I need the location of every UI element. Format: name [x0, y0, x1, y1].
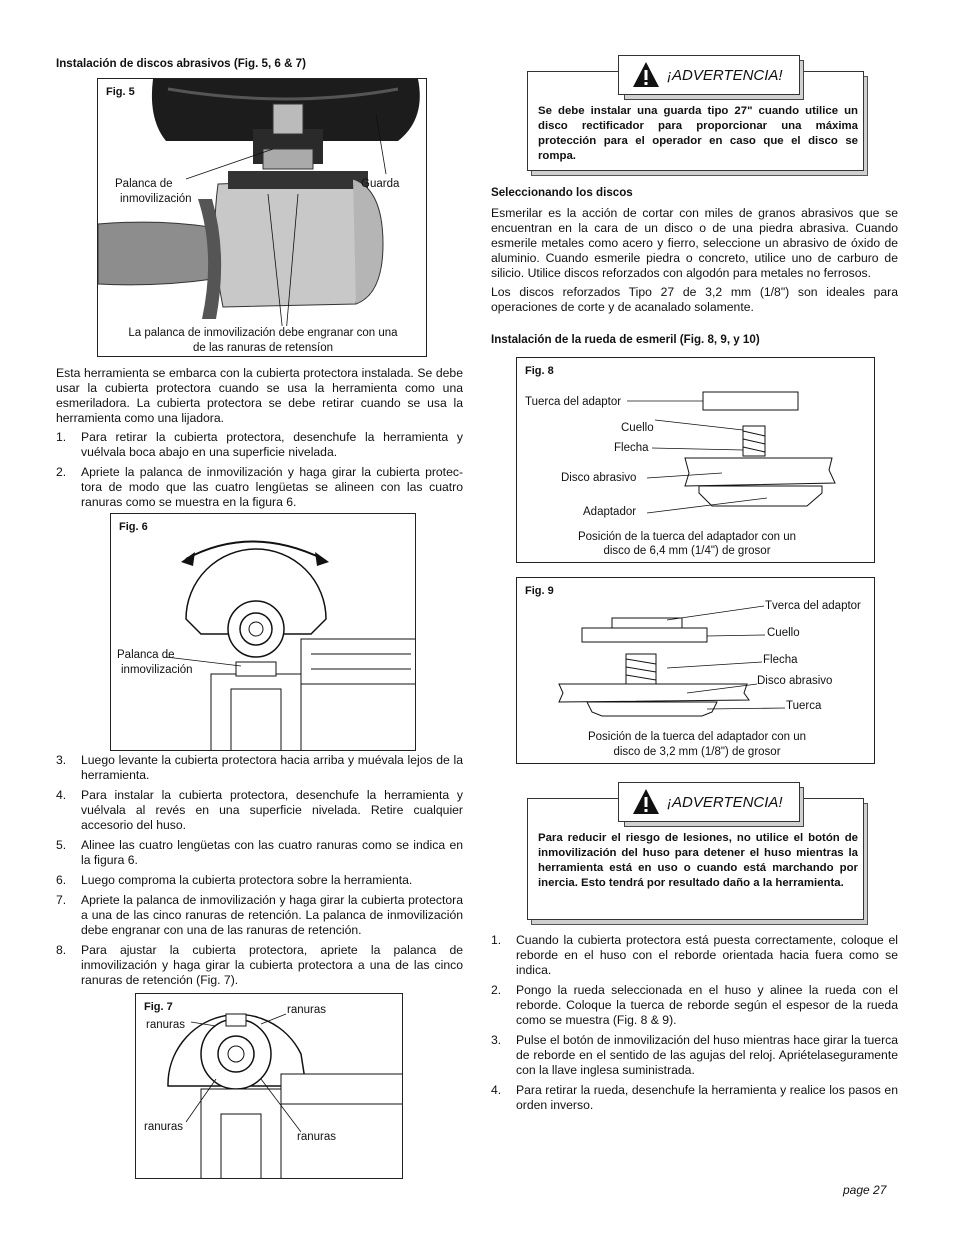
warning-2-title: ¡ADVERTENCIA! [667, 793, 783, 811]
fig8-label-adapter: Adaptador [583, 506, 637, 518]
warning-2-title-tab [618, 782, 800, 822]
intro-paragraph: Esta herramienta se embarca con la cubierta protectora instalada. Se debe usar la cubierta protectora cuando se usa la herramienta como una esmeriladora. La cubierta protectora se debe retirar cuando se usa la herramienta como una lijadora. [56, 366, 463, 425]
figure-6-label: Fig. 6 [119, 521, 148, 533]
figure-7 [135, 993, 403, 1179]
fig9-label-collar: Cuello [767, 627, 800, 639]
steps-list-right [491, 933, 898, 1118]
fig8-label-arrow: Flecha [614, 442, 649, 454]
select-paragraph-1: Esmerilar es la acción de cortar con miles de granos abrasivos que se encuentran en la cara de un disco o de una piedra abrasiva. Cuando esmerile metales como acero y fierro, seleccione un abrasivo de óxido de aluminio. Cuando esmerile piedra o concreto, utilice uno de carburo de silicio. Utilice discos reforzados con algodón para metales no ferrosos. [491, 206, 898, 280]
fig7-callout-ranuras-top-right: ranuras [287, 1004, 326, 1016]
figure-9 [516, 577, 875, 764]
steps-list-a [56, 430, 463, 515]
list-item: 5. Alinee las cuatro lengüetas con las cuatro ranuras como se indica en la figura 6. [56, 838, 463, 867]
warning-2-text: Para reducir el riesgo de lesiones, no utilice el botón de inmovilización del huso para detener el huso mientras la herramienta está en uso o cuando está marchando por inercia. Esto tendrá por resultado daño a la herramienta. [538, 832, 858, 889]
fig7-callout-ranuras-bottom-left: ranuras [144, 1121, 183, 1133]
warning-1-text: Se debe instalar una guarda tipo 27" cuando utilice un disco rectificador para proporcionar una máxima protección para el operador en caso que el disco se rompa. [538, 105, 858, 162]
fig9-label-tuerca: Tuerca [786, 700, 822, 712]
grinder-guard-illustration [98, 79, 427, 357]
fig8-label-nut: Tuerca del adaptor [525, 396, 622, 408]
fig9-label-arrow: Flecha [763, 654, 798, 666]
section-heading-select-discs: Seleccionando los discos [491, 186, 633, 199]
figure-5-label: Fig. 5 [106, 86, 135, 98]
list-item: 4. Para retirar la rueda, desenchufe la herramienta y realice los pasos en orden inverso. [491, 1083, 898, 1112]
list-item: 3. Luego levante la cubierta protectora hacia arriba y muévala lejos de la herramienta. [56, 753, 463, 782]
warning-triangle-icon [631, 60, 661, 90]
figure-8 [516, 357, 875, 563]
list-item: 2. Pongo la rueda seleccionada en el huso y alinee la rueda con el reborde. Coloque la tuerca de reborde según el espesor de la rueda como se muestra (Fig. 8 & 9). [491, 983, 898, 1027]
list-item: 1. Cuando la cubierta protectora está puesta correctamente, coloque el reborde en el huso con el reborde orientada hacia fuera como se indica. [491, 933, 898, 977]
guard-rotation-illustration [111, 514, 416, 751]
fig9-caption-line1: Posición de la tuerca del adaptador con un [587, 731, 806, 743]
figure-7-label: Fig. 7 [144, 1001, 173, 1013]
warning-1-title-tab [618, 55, 800, 95]
list-item: 4. Para instalar la cubierta protectora, desenchufe la herramienta y vuélvala al revés en una superficie nivelada. Retire cualquier accesorio del huso. [56, 788, 463, 832]
fig8-label-disc: Disco abrasivo [561, 472, 637, 484]
fig5-callout-guard: Guarda [361, 178, 400, 190]
figure-9-label: Fig. 9 [525, 585, 554, 597]
section-heading-install-discs: Instalación de discos abrasivos (Fig. 5, 6 & 7) [56, 57, 306, 70]
list-item: 6. Luego comproma la cubierta protectora sobre la herramienta. [56, 873, 413, 887]
list-item: 8. Para ajustar la cubierta protectora, apriete la palanca de inmovilización y haga girar la cubierta protectora a una de las cinco ranuras de retención (Fig. 7). [56, 943, 463, 987]
fig5-callout-lever-line2: inmovilización [120, 193, 192, 205]
list-item: 3. Pulse el botón de inmovilización del huso mientras hace girar la tuerca de reborde en el sentido de las agujas del reloj. Apriételaseguramente con la llave inglesa suministrada. [491, 1033, 898, 1077]
select-paragraph-2: Los discos reforzados Tipo 27 de 3,2 mm (1/8") son ideales para operaciones de corte y de acanalado solamente. [491, 285, 898, 314]
fig6-callout-lever-line1: Palanca de [117, 649, 175, 661]
figure-5 [97, 78, 427, 357]
fig7-callout-ranuras-bottom-right: ranuras [297, 1131, 336, 1143]
warning-triangle-icon [631, 787, 661, 817]
fig9-caption-line2: disco de 3,2 mm (1/8") de grosor [613, 746, 781, 758]
fig5-callout-lever-line1: Palanca de [115, 178, 173, 190]
fig5-caption-line2: de las ranuras de retensíon [192, 342, 333, 354]
fig7-callout-ranuras-top-left: ranuras [146, 1019, 185, 1031]
steps-list-b [56, 753, 463, 993]
list-item: 2. Apriete la palanca de inmovilización y haga girar la cubierta protec-tora de modo que las cuatro lengüetas se alineen con las cuatro ranuras como se muestra en la figura 6. [56, 465, 463, 509]
list-item: 1. Para retirar la cubierta protectora, desenchufe la herramienta y vuélvala boca abajo en una superficie nivelada. [56, 430, 463, 459]
fig8-label-collar: Cuello [621, 422, 654, 434]
fig9-label-nut: Tverca del adaptor [765, 600, 861, 612]
figure-8-label: Fig. 8 [525, 365, 554, 377]
warning-1-title: ¡ADVERTENCIA! [667, 66, 783, 84]
fig8-caption-line1: Posición de la tuerca del adaptador con un [577, 531, 796, 543]
fig5-caption-line1: La palanca de inmovilización debe engranar con una [98, 326, 427, 341]
fig9-label-disc: Disco abrasivo [757, 675, 833, 687]
fig8-caption-line2: disco de 6,4 mm (1/4") de grosor [603, 545, 771, 557]
list-item: 7. Apriete la palanca de inmovilización y haga girar la cubierta protectora a una de las cinco ranuras de retención. La palanca de inmovilización debe engranar con una de las ranuras de retención. [56, 893, 463, 937]
figure-6 [110, 513, 416, 751]
page-number: page 27 [843, 1183, 887, 1197]
fig6-callout-lever-line2: inmovilización [121, 664, 193, 676]
section-heading-install-wheel: Instalación de la rueda de esmeril (Fig. 8, 9, y 10) [491, 333, 760, 346]
